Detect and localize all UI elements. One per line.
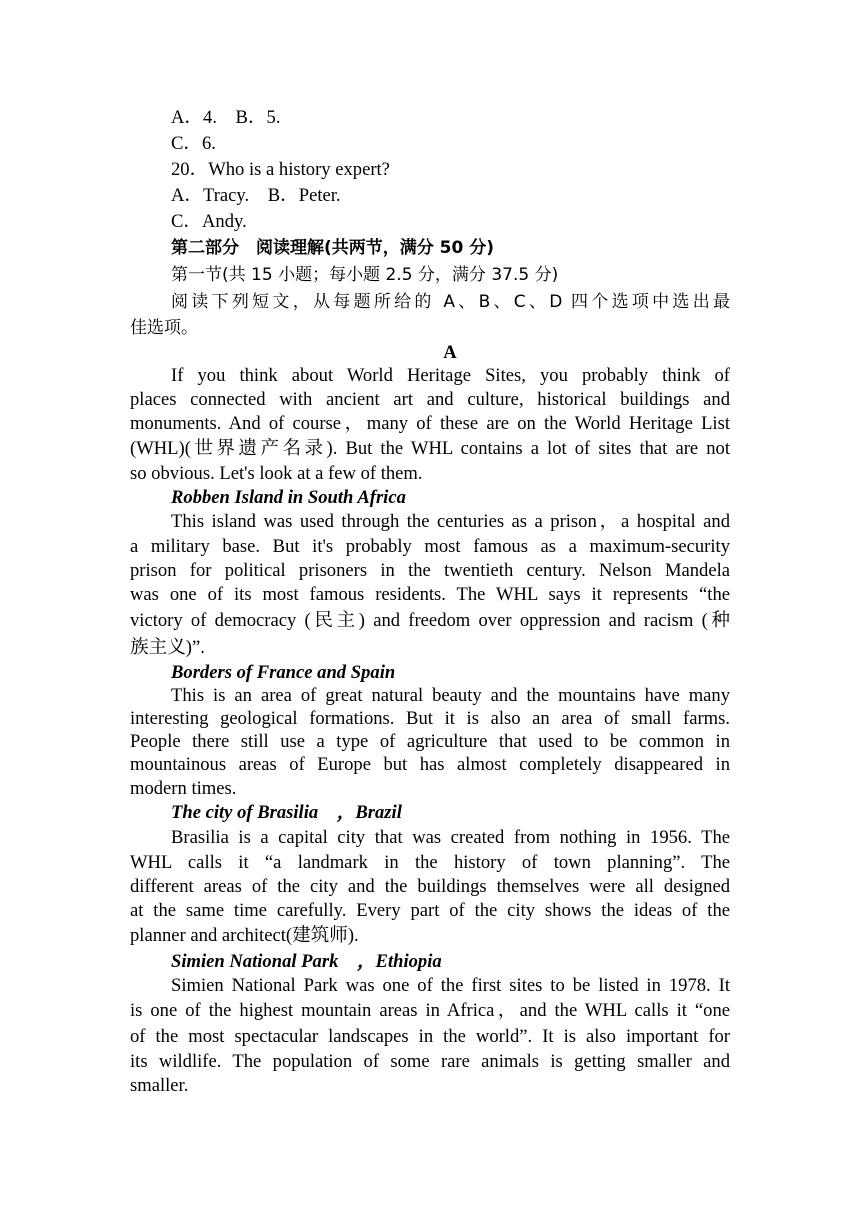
intro-line: monuments. And of course，many of these are on the World Heritage List	[130, 413, 730, 434]
borders-line: This is an area of great natural beauty and the mountains have many	[171, 685, 730, 706]
passage-label: A	[443, 342, 457, 363]
site-heading-simien: Simien National Park ，Ethiopia	[171, 951, 442, 972]
simien-line: its wildlife. The population of some rare animals is getting smaller and	[130, 1051, 730, 1072]
intro-line: (WHL)(世界遗产名录). But the WHL contains a lot of sites that are not	[130, 438, 730, 459]
brasilia-line: Brasilia is a capital city that was created from nothing in 1956. The	[171, 827, 730, 848]
brasilia-line: planner and architect(建筑师).	[130, 925, 359, 946]
robben-line: victory of democracy (民主) and freedom over oppression and racism (种	[130, 610, 730, 631]
simien-line: is one of the highest mountain areas in Africa，and the WHL calls it “one	[130, 1000, 730, 1021]
section-one-title: 第一节(共 15 小题；每小题 2.5 分，满分 37.5 分)	[171, 265, 559, 285]
brasilia-line: WHL calls it “a landmark in the history of town planning”. The	[130, 852, 730, 873]
instructions-line-1: 阅读下列短文，从每题所给的 A、B、C、D 四个选项中选出最	[171, 292, 730, 312]
site-heading-robben: Robben Island in South Africa	[171, 487, 406, 508]
q20-option-c: C．Andy.	[171, 211, 247, 232]
site-heading-brasilia: The city of Brasilia ，Brazil	[171, 802, 402, 823]
simien-line: smaller.	[130, 1075, 189, 1096]
robben-line: was one of its most famous residents. The WHL says it represents “the	[130, 584, 730, 605]
instructions-line-2: 佳选项。	[130, 318, 198, 338]
robben-line: This island was used through the centuries as a prison，a hospital and	[171, 511, 730, 532]
borders-line: modern times.	[130, 778, 237, 799]
intro-line: places connected with ancient art and culture, historical buildings and	[130, 389, 730, 410]
simien-line: Simien National Park was one of the first sites to be listed in 1978. It	[171, 975, 730, 996]
borders-line: interesting geological formations. But it is also an area of small farms.	[130, 708, 730, 729]
intro-line: If you think about World Heritage Sites, you probably think of	[171, 365, 730, 386]
robben-line: a military base. But it's probably most famous as a maximum-security	[130, 536, 730, 557]
robben-line: prison for political prisoners in the twentieth century. Nelson Mandela	[130, 560, 730, 581]
q19-options-ab: A．4. B．5.	[171, 107, 281, 128]
robben-line: 族主义)”.	[130, 637, 205, 658]
borders-line: mountainous areas of Europe but has almost completely disappeared in	[130, 754, 730, 775]
q19-option-c: C．6.	[171, 133, 216, 154]
brasilia-line: different areas of the city and the buildings themselves were all designed	[130, 876, 730, 897]
brasilia-line: at the same time carefully. Every part of the city shows the ideas of the	[130, 900, 730, 921]
simien-line: of the most spectacular landscapes in the world”. It is also important for	[130, 1026, 730, 1047]
intro-line: so obvious. Let's look at a few of them.	[130, 463, 423, 484]
part-two-title: 第二部分 阅读理解(共两节，满分 50 分)	[171, 238, 495, 258]
borders-line: People there still use a type of agriculture that used to be common in	[130, 731, 730, 752]
q20-stem: 20．Who is a history expert?	[171, 159, 390, 180]
q20-options-ab: A．Tracy. B．Peter.	[171, 185, 341, 206]
site-heading-borders: Borders of France and Spain	[171, 662, 396, 683]
